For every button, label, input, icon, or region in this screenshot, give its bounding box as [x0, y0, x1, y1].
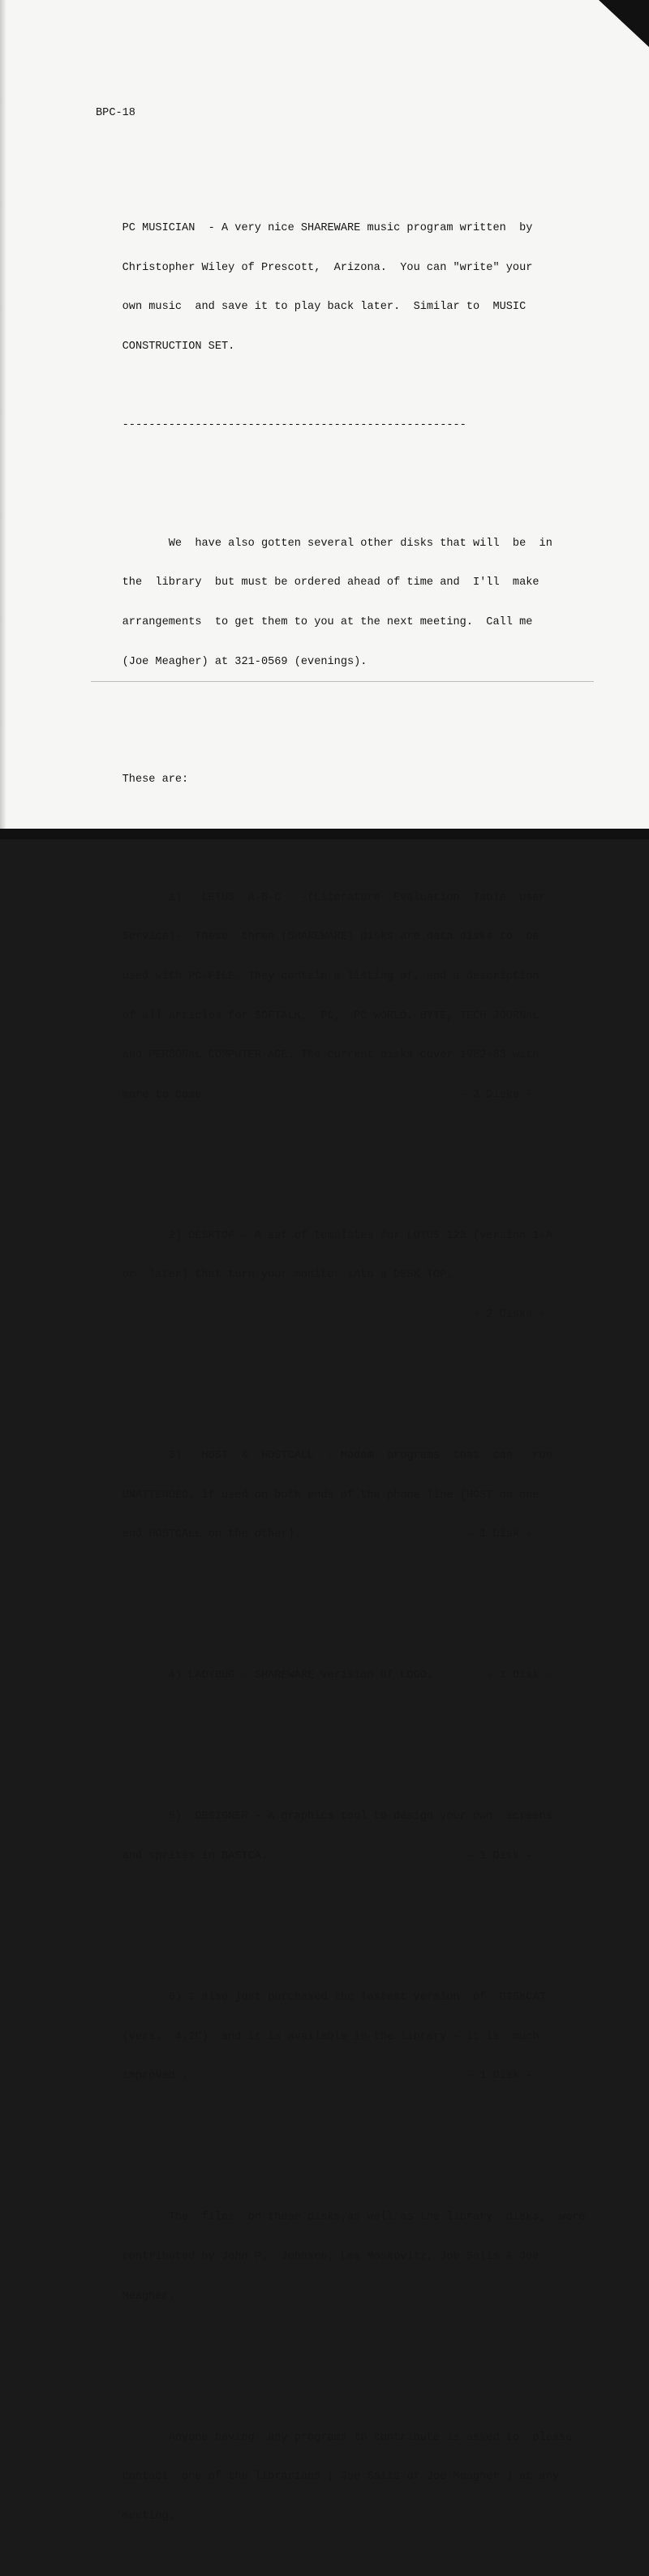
contributors-paragraph [96, 2185, 605, 2330]
list-item-diskcat [96, 1965, 605, 2110]
header-code: BPC-18 [96, 107, 135, 120]
text-line: contributed by John P. Johnson, Les Moskovitz, Joe Salis & Joe [96, 2250, 539, 2263]
scan-bottom-border [0, 829, 649, 839]
pc-musician-paragraph [96, 196, 605, 380]
text-line: CONSTRUCTION SET. [96, 340, 235, 353]
folded-corner [599, 0, 649, 47]
text-line: 6) I also just purchased the lastest version of DISKCAT [96, 1991, 546, 2004]
these-are-heading: These are: [96, 774, 189, 787]
text-line: 3) HOST & HOSTCALL - Modem programs that can run [96, 1450, 552, 1463]
text-line: Meagher. [96, 2290, 175, 2303]
intro-paragraph [96, 511, 605, 695]
page-edge-shadow [0, 0, 6, 829]
text-line: improved . - 1 Disk - [96, 2070, 533, 2083]
text-line: own music and save it to play back later. Similar to MUSIC [96, 301, 527, 314]
text-line: end HOSTCALL on the other). - 1 Disk - [96, 1528, 533, 1541]
text-line: PC MUSICIAN - A very nice SHAREWARE music program written by [96, 222, 533, 235]
text-line: We have also gotten several other disks that will be in [96, 537, 552, 550]
text-line: and sprites in BASICA. - 1 Disk - [96, 1850, 533, 1862]
text-line: UNATTENDED, if used on both ends of the phone line (HOST on one [96, 1489, 539, 1502]
text-line: 1) LETUS A-B-C -(Literature Evaluation Table User [96, 891, 546, 904]
text-line: (Joe Meagher) at 321-0569 (evenings). [96, 655, 367, 668]
text-line: contact one of the librarians ( Joe Salis or Joe Meagher ) at any [96, 2471, 560, 2484]
text-line: The files on these disks,as well as the library disks, were [96, 2211, 586, 2224]
text-line: Service)- These three (SHAREWARE) disks are data disks to be [96, 931, 539, 944]
list-item-host [96, 1424, 605, 1568]
text-line: used with PC-FILE. They contain a listing of, and a description [96, 971, 539, 983]
list-item-desktop [96, 1203, 605, 1348]
separator-line: ---------------------------------------------------- [96, 419, 466, 432]
closing-paragraph [96, 2405, 605, 2549]
text-line: arrangements to get them to you at the next meeting. Call me [96, 615, 533, 628]
list-item-designer [96, 1785, 605, 1890]
text-line: or later) that turn your monitor into a DESK TOP. [96, 1269, 453, 1282]
text-line: 2) DESKTOP - A set of templates for LOTUS 123 (version 1-A [96, 1229, 552, 1242]
text-line: Christopher Wiley of Prescott, Arizona. You can "write" your [96, 261, 533, 274]
text-line: 4) LADYBUG - SHAREWARE verision of LOGO. - 1 Disk - [96, 1669, 552, 1682]
text-line: 5) DESIGNER - A graphics tool to design your own screens [96, 1811, 552, 1824]
list-item-ladybug [96, 1644, 605, 1709]
list-item-letus [96, 865, 605, 1128]
text-line: and PERSONAL COMPUTER AGE. The current disks cover 1982-83 with [96, 1049, 539, 1062]
text-line: of all articles for SOFTALK, PC, PC WORLD, BYTE, TECH JOURNAL [96, 1009, 539, 1022]
text-line: (vers. 4.2C) and it is available in the library - it is much [96, 2030, 539, 2043]
text-line: meeting. [96, 2510, 175, 2522]
text-line: the library but must be ordered ahead of time and I'll make [96, 576, 539, 589]
faint-bottom-rule [91, 681, 594, 682]
text-line: Anyone having any programs to contribute is asked to please [96, 2431, 573, 2444]
document-body [96, 81, 605, 2576]
text-line: more to come. - 3 Disks - [96, 1088, 533, 1101]
text-line: - 2 Disks - [96, 1309, 546, 1322]
